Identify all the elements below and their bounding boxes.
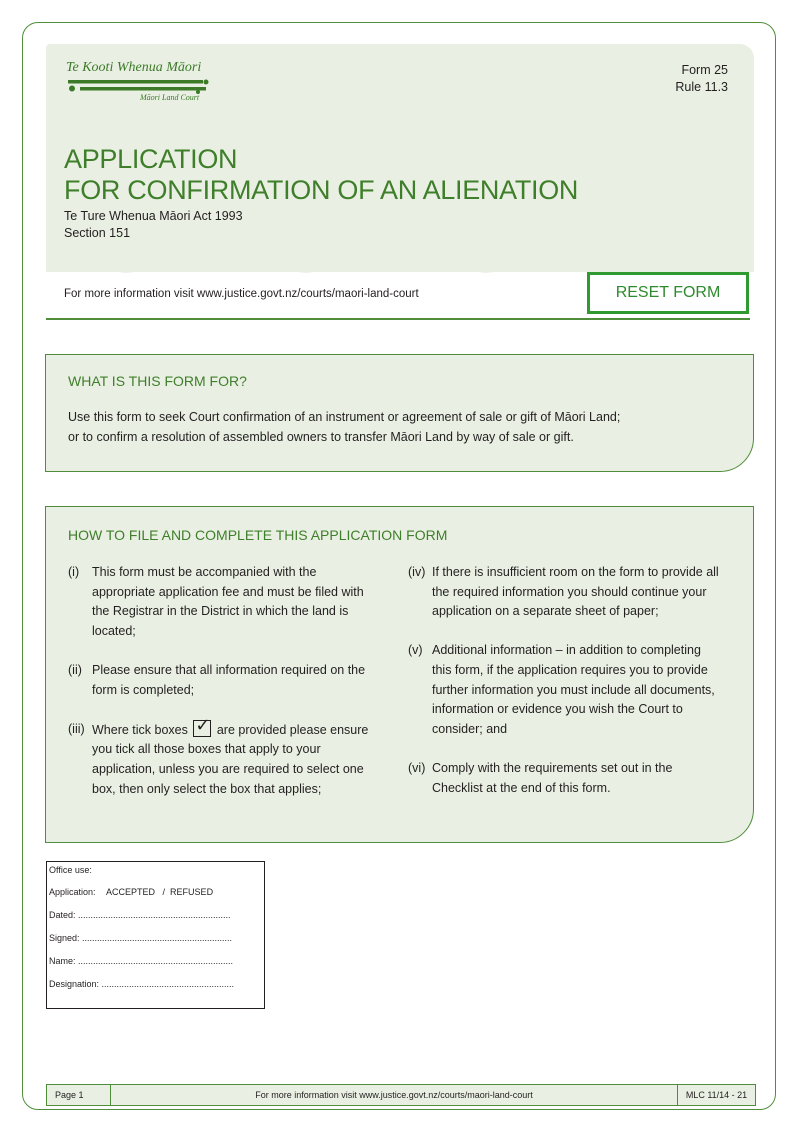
instruction-item [408, 563, 748, 622]
instruction-text: Please ensure that all information required on the form is completed; [92, 662, 366, 697]
form-number-block [675, 62, 728, 96]
footer-page: Page 1 [47, 1085, 111, 1105]
office-use-title: Office use: [49, 865, 92, 875]
act-section: Section 151 [64, 226, 131, 240]
instruction-item [408, 759, 748, 798]
page-title [64, 144, 578, 206]
instruction-number: (i) [68, 565, 80, 579]
instructions-right-column [408, 563, 748, 798]
instruction-text: This form must be accompanied with the appropriate application fee and must be filed with the Registrar in the District in which the land is located; [92, 565, 364, 638]
how-to-file-panel [45, 506, 754, 843]
instruction-item [68, 661, 408, 700]
logo-subtitle: Māori Land Court [140, 93, 200, 102]
header-info-link: For more information visit www.justice.govt.nz/courts/maori-land-court [64, 288, 419, 300]
act-reference [64, 208, 243, 242]
office-application-row [49, 887, 213, 898]
rule-number: Rule 11.3 [675, 80, 728, 94]
logo-lines-icon [66, 78, 216, 94]
reset-form-button[interactable]: RESET FORM [587, 272, 749, 314]
instruction-item [68, 563, 408, 641]
what-is-line-2: or to confirm a resolution of assembled owners to transfer Māori Land by way of sale or gift. [68, 430, 574, 444]
header-divider [46, 318, 750, 320]
application-label: Application: [49, 887, 96, 897]
instruction-item [68, 714, 408, 799]
checkmark-icon: ✓ [195, 714, 211, 735]
footer-info: For more information visit www.justice.govt.nz/courts/maori-land-court [255, 1090, 533, 1100]
instruction-text [92, 714, 382, 799]
tick-box-example [193, 714, 211, 737]
instruction-number: (iv) [408, 565, 426, 579]
instruction-number: (ii) [68, 662, 82, 677]
what-is-description [68, 407, 620, 447]
instruction-text: If there is insufficient room on the form to provide all the required information you should continue your application on a separate sheet of paper; [432, 565, 719, 619]
instruction-text: Additional information – in addition to completing this form, if the application requires you to provide further information you must include all documents, information or evidence you wish the Court to consider; and [432, 643, 715, 736]
court-logo [66, 60, 216, 106]
instruction-text-before: Where tick boxes [92, 722, 188, 737]
office-designation: Designation: ..................................................... [49, 979, 235, 989]
instruction-number: (v) [408, 643, 423, 658]
office-signed: Signed: ............................................................ [49, 933, 233, 943]
office-dated: Dated: ............................................................. [49, 910, 231, 920]
application-status: ACCEPTED / REFUSED [106, 887, 214, 897]
instruction-item [408, 641, 748, 739]
logo-title: Te Kooti Whenua Māori [66, 60, 202, 75]
instruction-number: (vi) [408, 760, 426, 775]
how-to-heading: HOW TO FILE AND COMPLETE THIS APPLICATION FORM [68, 527, 448, 543]
instruction-text-after: are provided please ensure you tick all those boxes that apply to your application, unless you are required to select one box, then only select the box that applies; [92, 722, 369, 796]
footer-code: MLC 11/14 - 21 [677, 1085, 755, 1105]
instructions-left-column [68, 563, 408, 799]
what-is-heading: WHAT IS THIS FORM FOR? [68, 373, 247, 389]
what-is-this-form-panel [45, 354, 754, 472]
instruction-text: Comply with the requirements set out in the Checklist at the end of this form. [432, 760, 673, 795]
form-number: Form 25 [681, 63, 728, 77]
office-name: Name: .............................................................. [49, 956, 234, 966]
title-line-1: APPLICATION [64, 144, 238, 174]
page-footer [46, 1084, 756, 1106]
act-name: Te Ture Whenua Māori Act 1993 [64, 209, 243, 223]
instruction-number: (iii) [68, 721, 85, 736]
office-use-box [46, 861, 265, 1009]
what-is-line-1: Use this form to seek Court confirmation of an instrument or agreement of sale or gift of Māori Land; [68, 410, 621, 424]
title-line-2: FOR CONFIRMATION OF AN ALIENATION [64, 175, 579, 205]
